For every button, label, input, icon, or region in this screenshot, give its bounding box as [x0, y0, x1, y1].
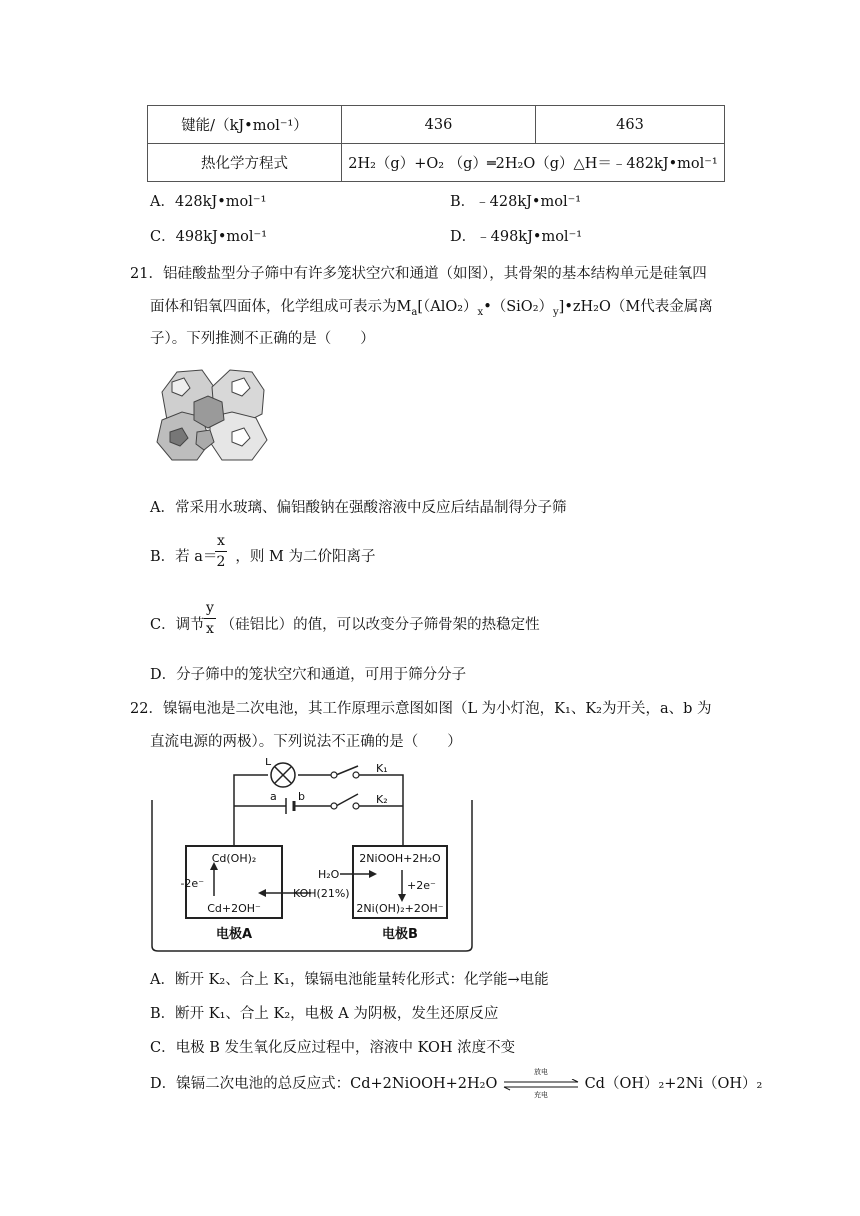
table-cell: 436 [342, 106, 536, 144]
table-cell: 463 [536, 106, 725, 144]
q20-option-b: B．﹣428kJ•mol⁻¹ [450, 194, 582, 210]
q21-stem-line3: 子）。下列推测不正确的是（ ） [150, 331, 375, 347]
table-cell: 2H₂（g）+O₂ （g）═2H₂O（g）△H＝﹣482kJ•mol⁻¹ [342, 144, 725, 182]
q21-option-d: D．分子筛中的笼状空穴和通道，可用于筛分分子 [150, 667, 467, 683]
q20-option-d: D．﹣498kJ•mol⁻¹ [450, 229, 583, 245]
q22-stem-line1: 22．镍镉电池是二次电池，其工作原理示意图如图（L 为小灯泡，K₁、K₂为开关，a、b 为 [130, 701, 712, 717]
fraction-y-over-x: y x [204, 600, 216, 637]
reversible-arrow-icon: 放电 充电 [502, 1076, 580, 1092]
molecular-sieve-figure [152, 362, 270, 464]
q22-option-d: D．镍镉二次电池的总反应式：Cd+2NiOOH+2H₂O 放电 充电 Cd（OH）₂+2Ni（OH）₂ [150, 1068, 763, 1099]
q22-option-a: A．断开 K₂、合上 K₁，镍镉电池能量转化形式：化学能→电能 [150, 972, 549, 988]
fraction-x-over-2: x 2 [216, 533, 226, 570]
box-a-top: Cd(OH)₂ [211, 852, 257, 865]
q22-stem-line2: 直流电源的两极）。下列说法不正确的是（ ） [150, 734, 462, 750]
box-a-bot: Cd+2OH⁻ [207, 902, 261, 915]
label-koh: KOH(21%) [293, 887, 350, 900]
q21-stem-line2: 面体和铝氧四面体，化学组成可表示为$M_a[(AlO_2)_x•(SiO_2)_y]•zH_2O(M$代表金属离 [150, 299, 713, 318]
label-h2o: H₂O [318, 868, 340, 881]
label-a: a [270, 790, 277, 803]
table-cell: 热化学方程式 [148, 144, 342, 182]
q21-option-b: B．若 a＝ ，则 M 为二价阳离子 [150, 549, 376, 565]
label-electrode-a: 电极A [215, 927, 253, 942]
label-b: b [298, 790, 305, 803]
label-k2: K₂ [376, 793, 388, 806]
q20-option-a: A．428kJ•mol⁻¹ [150, 194, 267, 210]
label-k1: K₁ [376, 762, 388, 775]
box-b-mid: +2e⁻ [407, 879, 436, 892]
q21-option-c: C．调节 （硅铝比）的值，可以改变分子筛骨架的热稳定性 [150, 617, 540, 633]
box-a-mid: -2e⁻ [180, 877, 204, 890]
label-electrode-b: 电极B [382, 927, 418, 942]
q22-option-c: C．电极 B 发生氧化反应过程中，溶液中 KOH 浓度不变 [150, 1040, 516, 1056]
q21-option-a: A．常采用水玻璃、偏铝酸钠在强酸溶液中反应后结晶制得分子筛 [150, 500, 567, 516]
q21-stem-line1: 21．铝硅酸盐型分子筛中有许多笼状空穴和通道（如图），其骨架的基本结构单元是硅氧四 [130, 266, 707, 282]
bond-energy-table [147, 105, 725, 182]
q22-option-b: B．断开 K₁、合上 K₂，电极 A 为阴极，发生还原反应 [150, 1006, 499, 1022]
table-row [148, 144, 725, 182]
box-b-top: 2NiOOH+2H₂O [359, 852, 441, 865]
table-row [148, 106, 725, 144]
box-b-bot: 2Ni(OH)₂+2OH⁻ [356, 902, 444, 915]
table-cell: 键能/（kJ•mol⁻¹） [148, 106, 342, 144]
nickel-cadmium-battery-diagram [148, 758, 480, 954]
q20-option-c: C．498kJ•mol⁻¹ [150, 229, 268, 245]
label-l: L [265, 758, 272, 768]
